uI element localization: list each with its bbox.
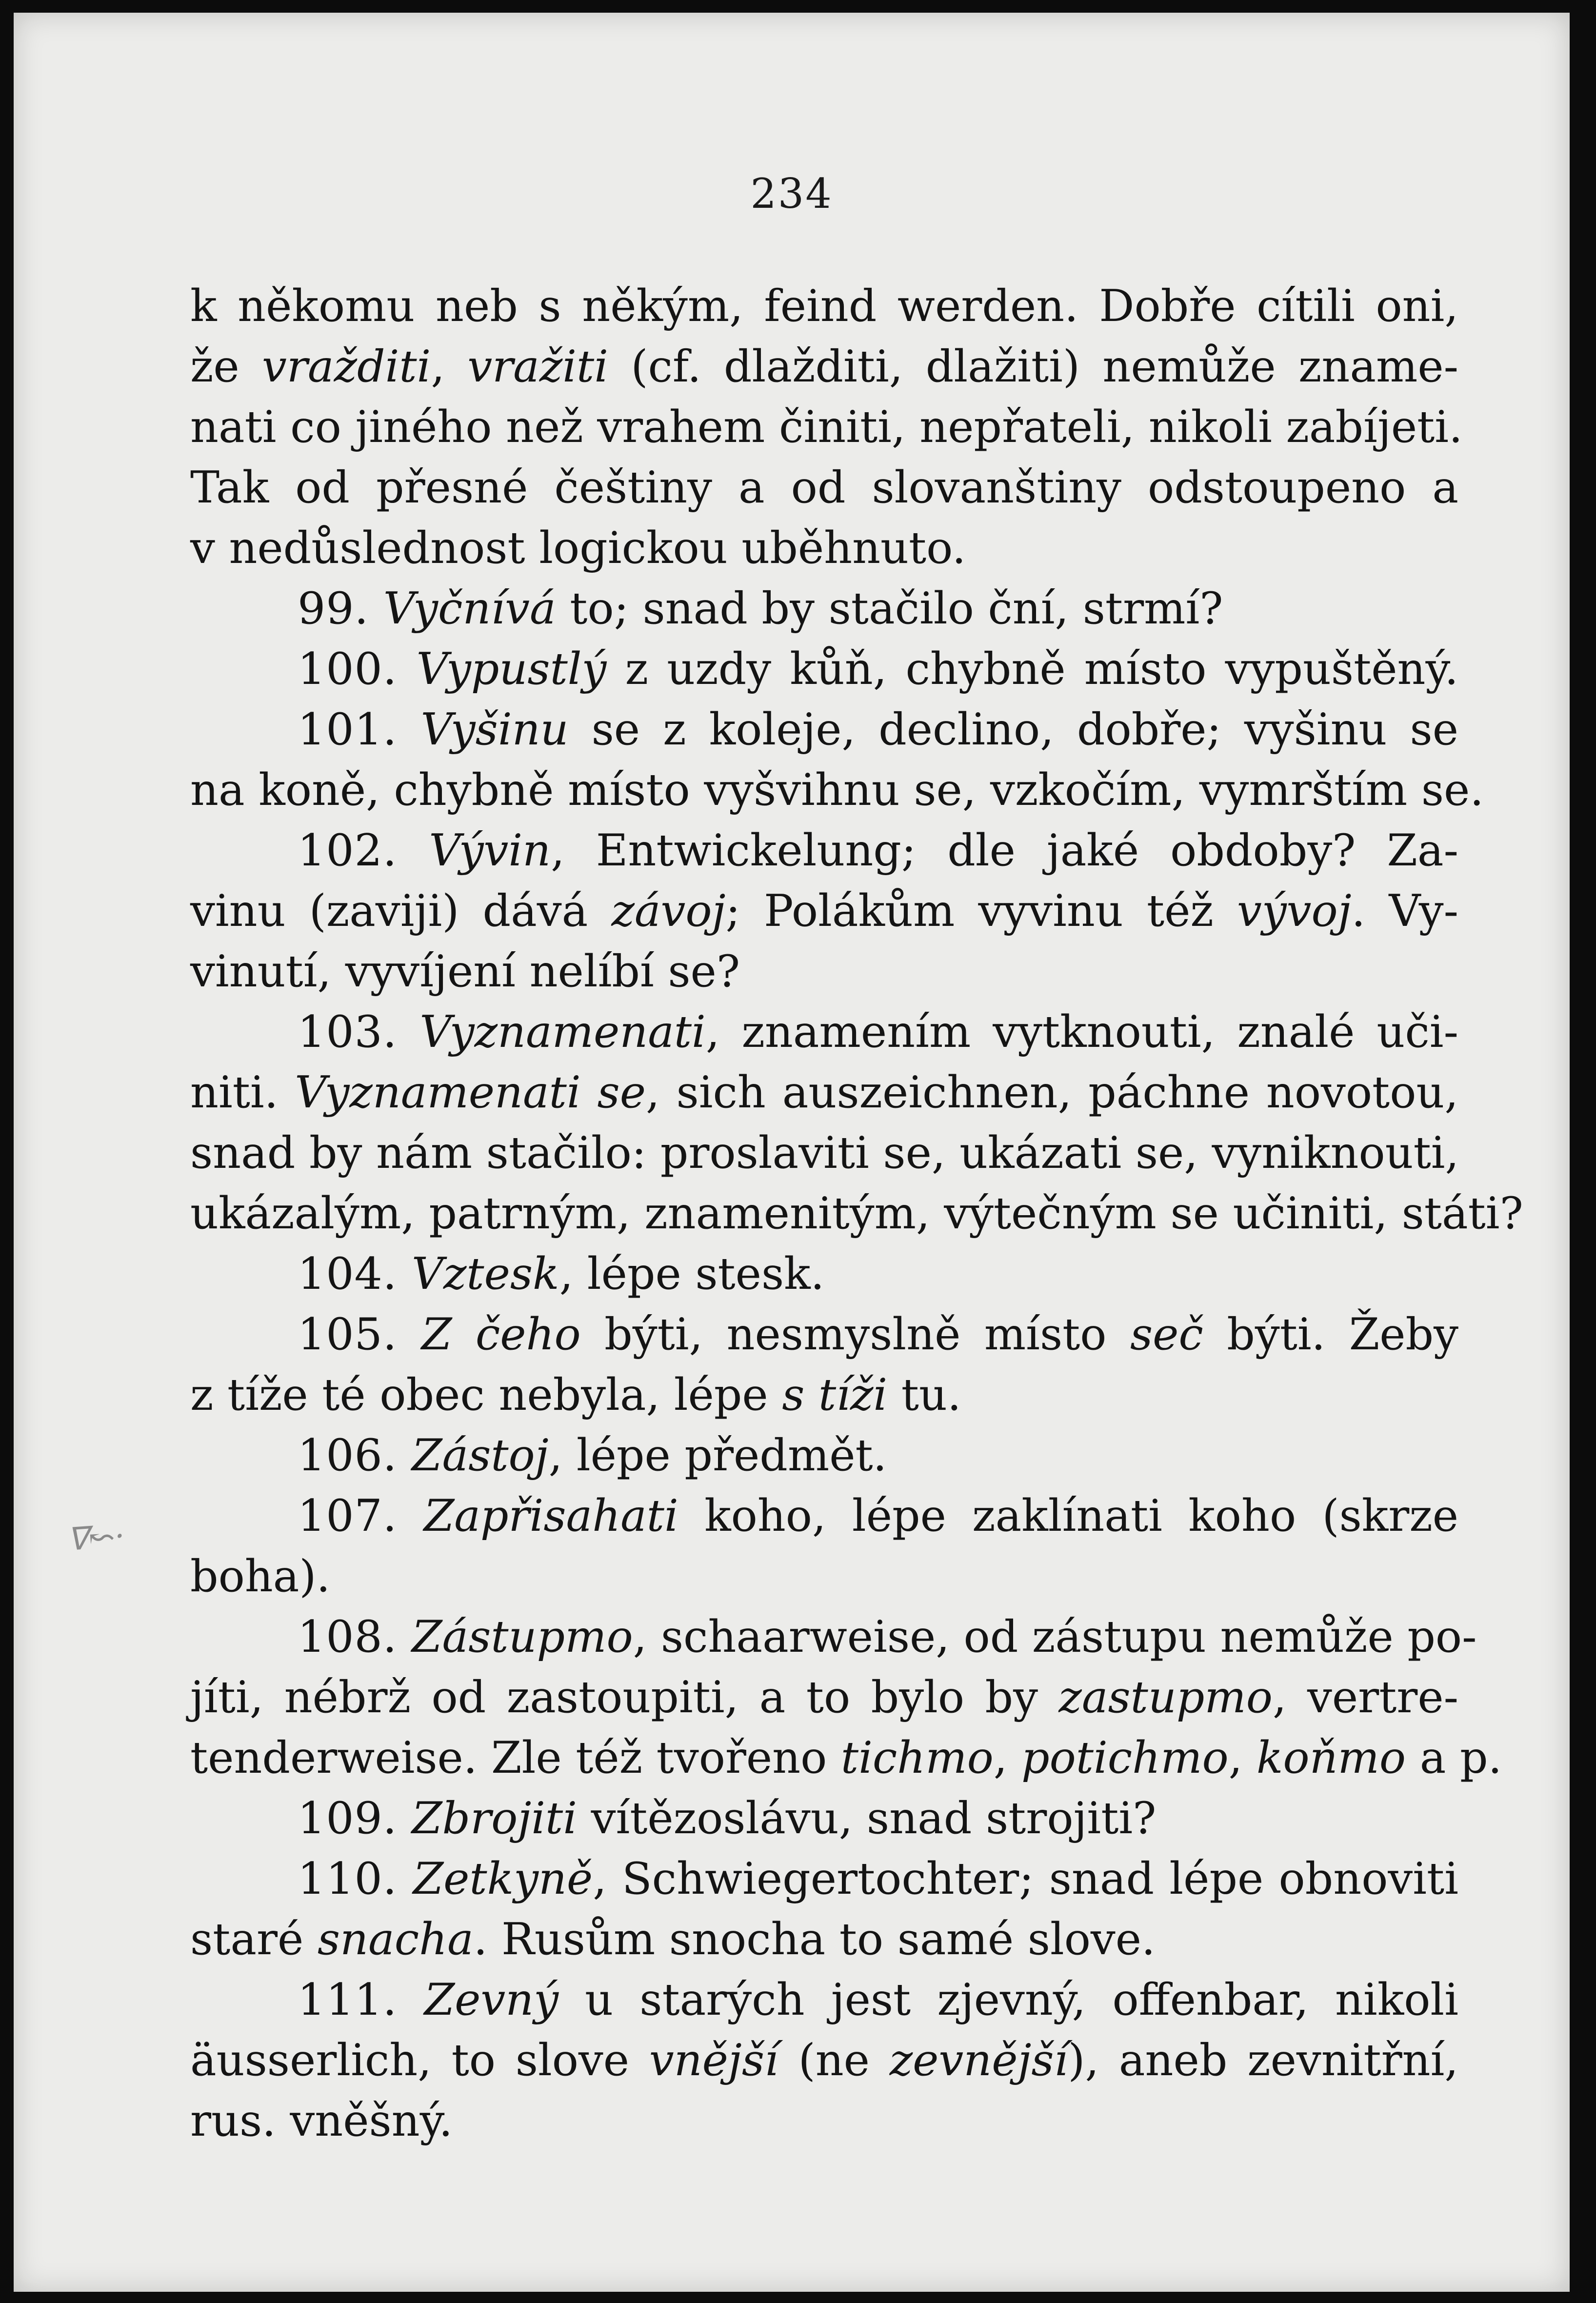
text-line <box>190 1183 1523 1244</box>
text-segment: . Rusům snocha to samé slove. <box>473 1914 1156 1965</box>
text-line <box>190 1546 1458 1607</box>
text-line <box>190 1365 1458 1425</box>
text-segment: se z koleje, declino, dobře; vyšinu se <box>568 704 1458 755</box>
text-line <box>190 276 1458 337</box>
text-segment: koho, lépe zaklínati koho (skrze <box>678 1490 1458 1542</box>
text-segment: , znamením vytknouti, znalé uči- <box>705 1006 1458 1058</box>
text-segment: Tak od přesné češtiny a od slovanštiny odstoupeno a <box>190 462 1458 513</box>
headword: seč <box>1130 1309 1203 1360</box>
text-segment: (ne <box>778 2035 890 2086</box>
text-segment: tu. <box>887 1369 961 1421</box>
entry-number: 111. <box>298 1974 424 2025</box>
text-segment: tenderweise. Zle též tvořeno <box>190 1732 841 1783</box>
text-segment: to; snad by stačilo ční, strmí? <box>556 583 1223 634</box>
text-line <box>190 1002 1458 1062</box>
entry-number: 104. <box>298 1248 412 1300</box>
text-segment: nati co jiného než vrahem činiti, nepřateli, nikoli zabíjeti. <box>190 401 1463 453</box>
headword: Zástupmo <box>412 1611 633 1662</box>
text-segment: snad by nám stačilo: proslaviti se, ukázati se, vyniknouti, <box>190 1127 1459 1179</box>
entry-number: 102. <box>298 825 429 876</box>
text-line <box>190 700 1458 760</box>
page-number: 234 <box>750 170 833 218</box>
text-segment: u starých jest zjevný, offenbar, nikoli <box>559 1974 1458 2025</box>
entry-number: 110. <box>298 1853 413 1904</box>
headword: s tíži <box>782 1369 888 1421</box>
headword: Z čeho <box>421 1309 581 1360</box>
headword: Zetkyně <box>413 1853 593 1904</box>
text-line <box>190 1909 1458 1970</box>
text-segment: z uzdy kůň, chybně místo vypuštěný. <box>606 643 1459 695</box>
headword: zevnější <box>889 2035 1068 2086</box>
text-line <box>190 2030 1458 2091</box>
headword: Vývin <box>429 825 551 876</box>
text-line <box>190 941 1458 1002</box>
text-line <box>190 1062 1458 1123</box>
headword: snacha <box>317 1914 474 1965</box>
text-segment: k někomu neb s někým, feind werden. Dobře cítili oni, <box>190 280 1458 332</box>
text-segment: vinutí, vyvíjení nelíbí se? <box>190 946 740 997</box>
headword: vražiti <box>467 341 608 392</box>
text-segment: ukázalým, patrným, znamenitým, výtečným se učiniti, státi? <box>190 1188 1523 1239</box>
entry-number: 99. <box>298 583 383 634</box>
text-segment: v nedůslednost logickou uběhnuto. <box>190 522 966 574</box>
text-segment: vítězoslávu, snad strojiti? <box>577 1793 1157 1844</box>
text-line <box>190 1244 1458 1304</box>
text-line <box>190 1123 1458 1183</box>
text-segment: äusserlich, to slove <box>190 2035 649 2086</box>
text-segment: rus. vněšný. <box>190 2095 453 2146</box>
entry-number: 108. <box>298 1611 412 1662</box>
text-segment: býti. Žeby <box>1203 1309 1458 1360</box>
headword: Zevný <box>424 1974 559 2025</box>
text-segment: z tíže té obec nebyla, lépe <box>190 1369 782 1421</box>
headword: vnější <box>649 2035 778 2086</box>
text-segment: . Vy- <box>1351 885 1458 937</box>
text-line <box>190 639 1458 700</box>
entry-number: 103. <box>298 1006 420 1058</box>
entry-number: 100. <box>298 643 417 695</box>
text-segment: vinu (zaviji) dává <box>190 885 612 937</box>
headword: Vyznamenati se <box>295 1067 646 1118</box>
text-line <box>190 1486 1458 1546</box>
headword: Vyznamenati <box>419 1006 706 1058</box>
headword: potichmo <box>1021 1732 1229 1783</box>
headword: vývoj <box>1237 885 1352 937</box>
text-segment: , schaarweise, od zástupu nemůže po- <box>633 1611 1477 1662</box>
text-segment: , sich auszeichnen, páchne novotou, <box>645 1067 1458 1118</box>
text-line <box>190 1970 1458 2030</box>
text-segment: býti, nesmyslně místo <box>580 1309 1130 1360</box>
entry-number: 106. <box>298 1430 412 1481</box>
text-segment: , Entwickelung; dle jaké obdoby? Za- <box>551 825 1458 876</box>
text-segment: , <box>993 1732 1021 1783</box>
text-segment: ; Polákům vyvinu též <box>725 885 1237 937</box>
text-line <box>190 1607 1477 1667</box>
text-line <box>190 579 1458 639</box>
text-segment: , lépe stesk. <box>559 1248 825 1300</box>
text-segment: ), aneb zevnitřní, <box>1068 2035 1459 2086</box>
text-line <box>190 881 1458 941</box>
entry-number: 101. <box>298 704 421 755</box>
entry-number: 107. <box>298 1490 424 1542</box>
text-segment: , <box>1228 1732 1257 1783</box>
text-segment: že <box>190 341 262 392</box>
headword: Zástoj <box>412 1430 549 1481</box>
headword: závoj <box>611 885 726 937</box>
headword: tichmo <box>840 1732 994 1783</box>
headword: Vyšinu <box>420 704 569 755</box>
headword: vražditi <box>262 341 431 392</box>
text-segment: staré <box>190 1914 318 1965</box>
text-segment: , vertre- <box>1272 1672 1458 1723</box>
text-segment: boha). <box>190 1551 331 1602</box>
text-line <box>190 1304 1458 1365</box>
text-line <box>190 821 1458 881</box>
headword: Vypustlý <box>416 643 607 695</box>
scanned-page <box>14 13 1570 2292</box>
headword: Zbrojiti <box>412 1793 577 1844</box>
entry-number: 105. <box>298 1309 421 1360</box>
text-segment: (cf. dlažditi, dlažiti) nemůže zname- <box>608 341 1459 392</box>
text-segment: , <box>431 341 468 392</box>
text-line <box>190 518 1458 579</box>
text-segment: na koně, chybně místo vyšvihnu se, vzkočím, vymrštím se. <box>190 764 1484 816</box>
text-line <box>190 760 1484 821</box>
text-line <box>190 1849 1458 1909</box>
text-segment: , Schwiegertochter; snad lépe obnoviti <box>593 1853 1459 1904</box>
text-line <box>190 458 1458 518</box>
text-line <box>190 1425 1458 1486</box>
headword: Zapřisahati <box>423 1490 678 1542</box>
text-line <box>190 2091 1458 2151</box>
entry-number: 109. <box>298 1793 412 1844</box>
headword: Vztesk <box>412 1248 559 1300</box>
text-line <box>190 397 1463 458</box>
text-line <box>190 337 1458 397</box>
headword: zastupmo <box>1058 1672 1273 1723</box>
text-segment: , lépe předmět. <box>548 1430 887 1481</box>
text-segment: a p. <box>1406 1732 1502 1783</box>
text-line <box>190 1728 1502 1788</box>
text-line <box>190 1788 1458 1849</box>
text-segment: jíti, nébrž od zastoupiti, a to bylo by <box>190 1672 1059 1723</box>
margin-annotation: ᐁ↜· <box>66 1518 126 1559</box>
text-block <box>190 276 1523 2151</box>
text-line <box>190 1667 1458 1728</box>
headword: Vyčnívá <box>383 583 556 634</box>
text-segment: niti. <box>190 1067 295 1118</box>
headword: koňmo <box>1256 1732 1406 1783</box>
